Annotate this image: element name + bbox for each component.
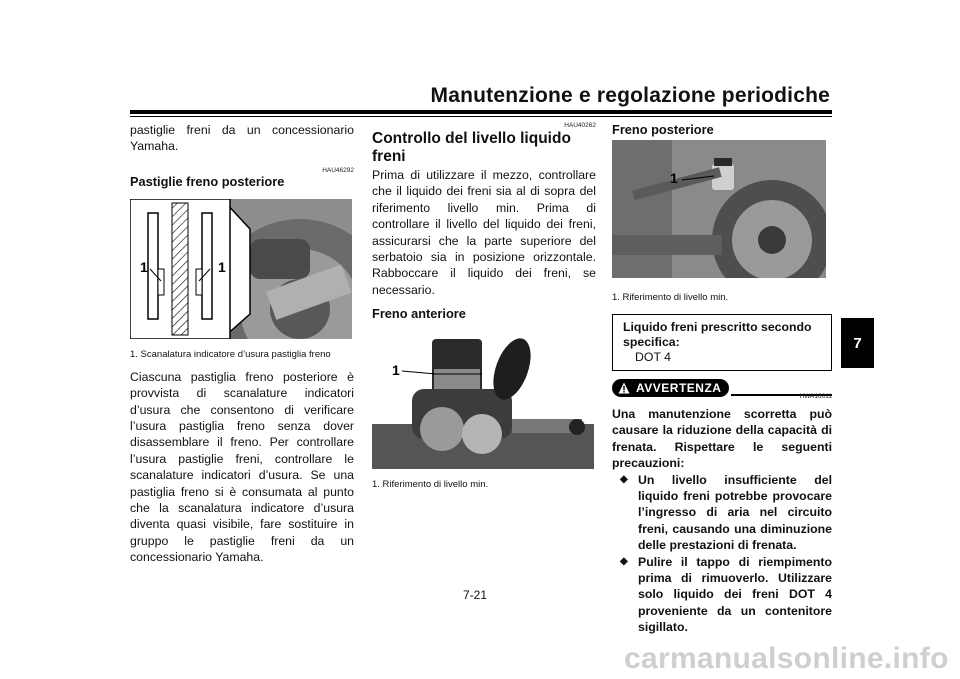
warning-bullet-1: ◆ Un livello insufficiente del liquido freni potrebbe provocare l’ingresso di aria nel circuito freni, causando una diminuzione delle prestazioni di frenata. xyxy=(618,472,832,554)
figure-callout: 1 xyxy=(670,170,678,186)
rear-pads-heading: Pastiglie freno posteriore xyxy=(130,173,285,189)
figure-callout: 1 xyxy=(392,362,400,379)
callout-leader xyxy=(372,329,594,469)
front-brake-subheading: Freno anteriore xyxy=(372,306,466,322)
watermark: carmanualsonline.info xyxy=(624,642,949,675)
front-brake-figure xyxy=(372,329,594,469)
brake-fluid-body: Prima di utilizzare il mezzo, controllare che il liquido dei freni sia al di sopra del riferimento livello min. Prima di controllare il livello del liquido dei freni, assicurarsi che la parte superiore del serbatoio sia in posizione orizzontale. Rabboccare il liquido dei freni, se necessario. xyxy=(372,168,596,297)
warning-bullet-2: ◆ Pulire il tappo di riempimento prima di rimuoverlo. Utilizzare solo liquido dei freni DOT 4 proveniente da un contenitore sigillato. xyxy=(618,554,832,636)
figure-caption: 1. Riferimento di livello min. xyxy=(612,292,729,303)
section-code: HAU40262 xyxy=(564,122,596,129)
callout-leader xyxy=(612,140,826,278)
figure-callout-left: 1 xyxy=(140,258,148,275)
figure-caption: 1. Scanalatura indicatore d’usura pastiglia freno xyxy=(130,348,331,360)
page-header-title: Manutenzione e regolazione periodiche xyxy=(430,84,830,107)
column-3 xyxy=(612,122,832,636)
header-rule xyxy=(130,110,832,114)
brake-fluid-heading: Controllo del livello liquido freni xyxy=(372,130,571,165)
header-rule-thin xyxy=(130,116,832,117)
page-number: 7-21 xyxy=(463,588,488,602)
chapter-tab: 7 xyxy=(841,318,874,368)
warning-bullets xyxy=(612,472,832,636)
rear-brake-figure xyxy=(612,140,826,278)
warning-badge xyxy=(612,379,729,397)
rear-pads-body: Ciascuna pastiglia freno posteriore è provvista di scanalature indicatori d’usura che consentono di verificare l’usura pastiglia freno senza dover disassemblare il freno. Per controllare l’usura pastiglie freni, controllare le scanalature indicatori d’usura. Se una pastiglia freno si è consumata al punto che la scanalatura indicatore d’usura diventa quasi visibile, fare sostituire in gruppo le pastiglie freni da un concessionario Yamaha. xyxy=(130,369,354,565)
rear-brake-subheading: Freno posteriore xyxy=(612,122,714,137)
spec-box xyxy=(612,314,832,371)
figure-callout-right: 1 xyxy=(218,258,226,275)
rear-pads-figure xyxy=(130,199,352,339)
spec-title: Liquido freni prescritto secondo specifica: xyxy=(623,320,812,349)
rear-pads-illustration xyxy=(130,199,352,339)
section-code: HAU46292 xyxy=(322,166,354,174)
column-2 xyxy=(372,122,596,491)
intro-text: pastiglie freni da un concessionario Yamaha. xyxy=(130,123,354,154)
warning-triangle-icon xyxy=(618,382,630,394)
warning-text: Una manutenzione scorretta può causare la riduzione della capacità di frenata. Rispettare le seguenti precauzioni: xyxy=(612,407,832,471)
warning-label: AVVERTENZA xyxy=(636,381,722,395)
spec-value: DOT 4 xyxy=(635,350,671,364)
column-1 xyxy=(130,122,354,566)
figure-caption: 1. Riferimento di livello min. xyxy=(372,479,489,491)
warning-code: HWA16011 xyxy=(799,393,832,400)
